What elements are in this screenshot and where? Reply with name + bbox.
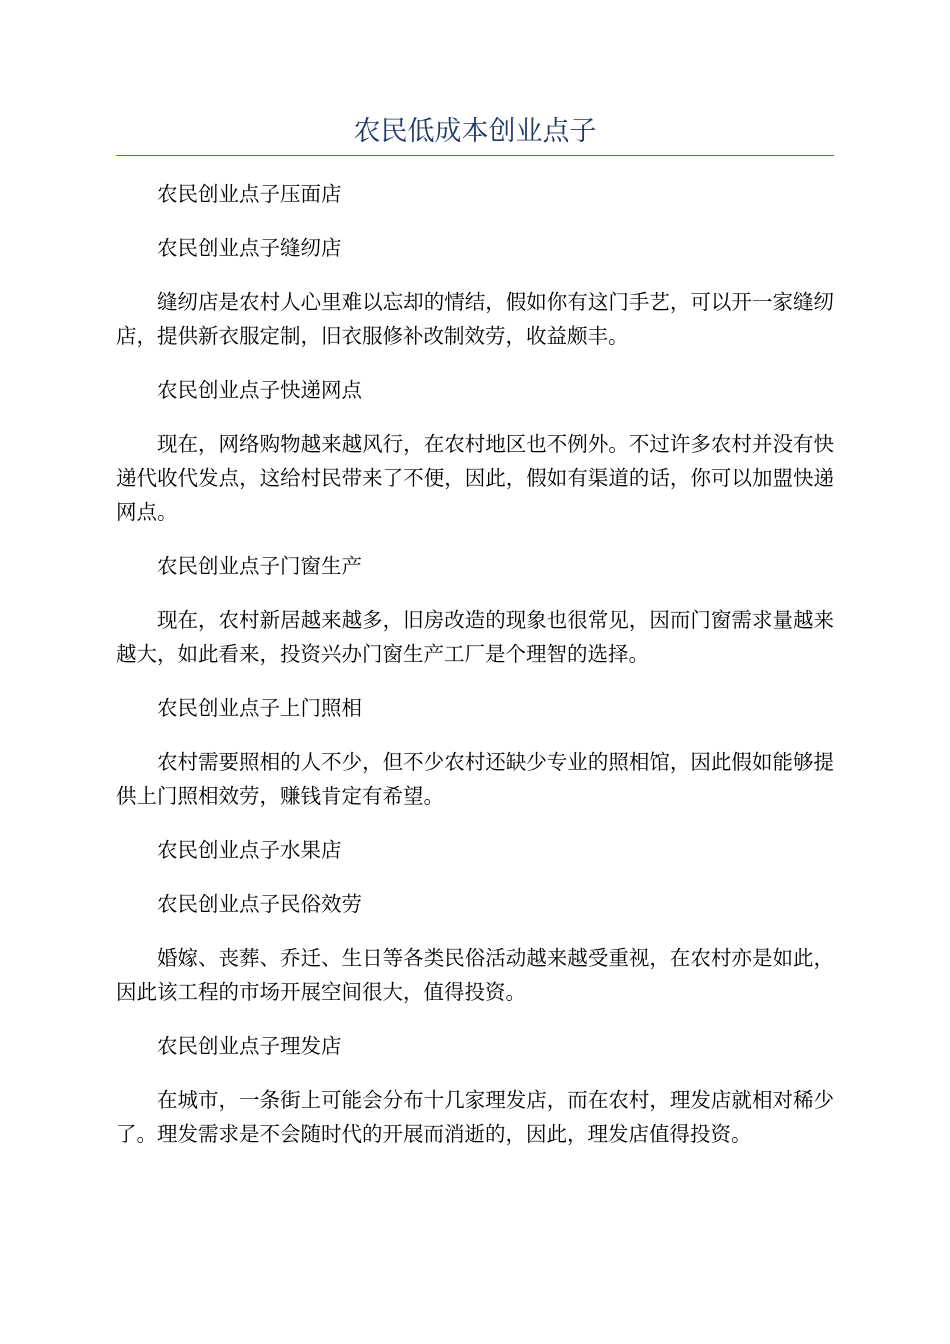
heading-paragraph: 农民创业点子门窗生产 — [157, 554, 362, 578]
heading-paragraph: 农民创业点子理发店 — [157, 1034, 342, 1058]
document-body — [116, 177, 834, 1151]
heading-paragraph: 农民创业点子快递网点 — [157, 378, 362, 402]
heading-paragraph: 农民创业点子上门照相 — [157, 696, 362, 720]
document-page — [116, 0, 834, 1171]
heading-paragraph: 农民创业点子水果店 — [157, 838, 342, 862]
document-title: 农民低成本创业点子 — [353, 116, 597, 147]
heading-paragraph: 农民创业点子民俗效劳 — [157, 892, 362, 916]
body-paragraph: 农村需要照相的人不少，但不少农村还缺少专业的照相馆，因此假如能够提供上门照相效劳，赚钱肯定有希望。 — [116, 750, 834, 808]
heading-paragraph: 农民创业点子缝纫店 — [157, 236, 342, 260]
body-paragraph: 现在，农村新居越来越多，旧房改造的现象也很常见，因而门窗需求量越来越大，如此看来，投资兴办门窗生产工厂是个理智的选择。 — [116, 608, 834, 666]
body-paragraph: 缝纫店是农村人心里难以忘却的情结，假如你有这门手艺，可以开一家缝纫店，提供新衣服定制，旧衣服修补改制效劳，收益颇丰。 — [116, 290, 834, 348]
title-underline — [116, 155, 834, 156]
body-paragraph: 婚嫁、丧葬、乔迁、生日等各类民俗活动越来越受重视，在农村亦是如此，因此该工程的市场开展空间很大，值得投资。 — [116, 946, 834, 1004]
heading-paragraph: 农民创业点子压面店 — [157, 182, 342, 206]
body-paragraph: 现在，网络购物越来越风行，在农村地区也不例外。不过许多农村并没有快递代收代发点，这给村民带来了不便，因此，假如有渠道的话，你可以加盟快递网点。 — [116, 432, 834, 524]
body-paragraph: 在城市，一条街上可能会分布十几家理发店，而在农村，理发店就相对稀少了。理发需求是不会随时代的开展而消逝的，因此，理发店值得投资。 — [116, 1088, 834, 1146]
